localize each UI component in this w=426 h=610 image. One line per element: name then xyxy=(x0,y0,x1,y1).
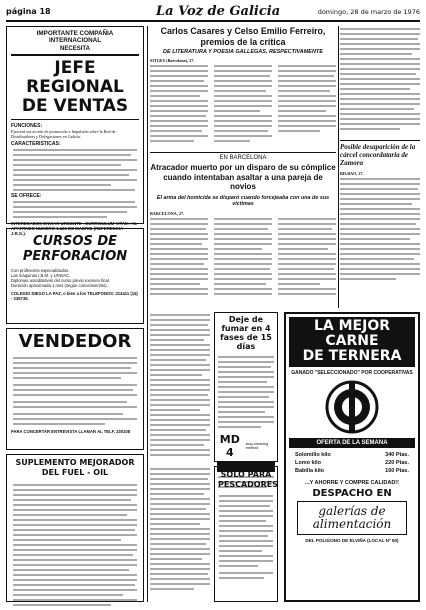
right-column-text xyxy=(340,26,420,136)
ad-cursos-line-2: Las máquinas I.B.M. y UNIVAC. xyxy=(11,273,71,278)
article-atracador-subtitle: El arma del homicida se disparó cuando forcejeaba con una de sus víctimas xyxy=(156,194,330,208)
ad-jefe-title: IMPORTANTE COMPAÑIA INTERNACIONAL xyxy=(36,30,114,44)
price-row xyxy=(295,451,409,459)
price-item: Solomillo kilo xyxy=(295,452,331,458)
ad-carne-sub: GANADO "SELECCIONADO" POR COOPERATIVAS xyxy=(291,370,413,376)
ad-md4-tagline: stop-smoking method xyxy=(245,441,269,450)
page-header xyxy=(6,4,420,22)
ad-suplemento-body xyxy=(11,482,139,610)
price-value: 340 Ptas. xyxy=(385,452,409,458)
column-rule xyxy=(147,26,148,602)
ad-cursos-line-1: Con profesores especializados. xyxy=(11,268,70,273)
ad-vendedor-headline: VENDEDOR xyxy=(18,331,132,352)
ad-carne-headline-1: LA MEJOR CARNE xyxy=(313,318,390,349)
page-number: página 18 xyxy=(6,7,51,16)
ad-jefe-caract-text xyxy=(11,147,139,193)
ad-fumar-body xyxy=(217,354,275,430)
masthead: La Voz de Galicia xyxy=(156,4,281,19)
ad-carne-headline-2: DE TERNERA xyxy=(302,348,402,364)
ad-carne-banner xyxy=(289,317,415,367)
ad-md4-brand: MD 4 xyxy=(219,433,240,459)
article-zamora-body xyxy=(340,176,420,286)
ad-solo-pescadores xyxy=(214,466,278,602)
ad-jefe-needs: NECESITA xyxy=(60,46,90,52)
price-value: 160 Ptas. xyxy=(385,468,409,474)
article-zamora-dateline: BILBAO, 27. xyxy=(340,170,364,176)
ad-carne-oferta: OFERTA DE LA SEMANA xyxy=(289,438,415,448)
ad-carne-brand-1: galerías de xyxy=(318,504,386,518)
ad-fumar-headline: Deje de fumar en 4 fases de 15 días xyxy=(220,315,272,351)
ad-cursos xyxy=(6,228,144,324)
article-premios-body xyxy=(150,63,336,147)
ad-cursos-headline: CURSOS DE PERFORACION xyxy=(22,234,128,264)
ad-fumar xyxy=(214,312,278,462)
ad-carne-brand-box xyxy=(297,501,407,535)
price-item: Lomo kilo xyxy=(295,460,321,466)
ad-vendedor-body xyxy=(11,355,139,429)
ad-suplemento xyxy=(6,454,144,602)
ad-solo-body xyxy=(218,493,274,583)
column-rule xyxy=(338,26,339,308)
ad-carne-footer-2: DESPACHO EN xyxy=(312,488,392,499)
price-row xyxy=(295,459,409,467)
ad-jefe-caract-label: CARACTERISTICAS: xyxy=(11,141,61,147)
article-continuation-lower xyxy=(150,466,210,602)
price-value: 220 Ptas. xyxy=(385,460,409,466)
article-premios-dateline: SITGES (Barcelona), 27. xyxy=(150,58,195,63)
ad-jefe-funciones-text: Ejercerá sus acción de promoción a Impulsión sobre la Red de Distribuidores y Delegaciones en Galicia. xyxy=(11,129,116,139)
article-zamora xyxy=(340,140,420,306)
article-atracador-title: Atracador muerto por un disparo de su cómplice cuando intentaban asaltar a una pareja de novios xyxy=(150,163,336,192)
ad-solo-headline: SOLO PARA PESCADORES xyxy=(218,470,278,489)
ad-carne xyxy=(284,312,420,602)
article-atracador xyxy=(150,152,336,308)
article-premios-subtitle: DE LITERATURA Y POESIA GALLEGAS, RESPECTIVAMENTE xyxy=(163,49,323,55)
ad-cursos-contact: COLEGIO DIEGO LA PAZ, o bien a los TELEFONOS: 214411 (15) - 236735. xyxy=(11,291,138,301)
ad-carne-address: DEL POLIGONO DE ELVIÑA (LOCAL Nº 50) xyxy=(305,538,399,543)
ad-vendedor xyxy=(6,328,144,450)
ad-cursos-line-3: Diplomas acreditativos del curso previo examen final. xyxy=(11,278,110,283)
ad-vendedor-contact: PARA CONCERTAR ENTREVISTA LLAMAR AL TELF. 230108 xyxy=(11,429,131,434)
article-atracador-dateline: BARCELONA, 27. xyxy=(150,210,185,216)
ad-jefe-ofrece-text xyxy=(11,199,139,221)
ad-carne-brand-2: alimentación xyxy=(312,517,392,531)
cooperative-logo-icon xyxy=(325,380,379,434)
article-premios-title: Carlos Casares y Celso Emilio Ferreiro, premios de la crítica xyxy=(160,26,326,47)
article-continuation-left xyxy=(150,312,210,462)
ad-jefe-contact: INTERESADOS ENVIAR URGENTE «CURRICULUM VITAE» AL APARTADO NUMERO 1.126 DE MADRID (REFERENCIA J.R.G.). xyxy=(11,221,137,236)
issue-date: domingo, 28 de marzo de 1976 xyxy=(317,8,420,16)
article-premios xyxy=(150,26,336,150)
ad-jefe-headline: JEFE REGIONAL DE VENTAS xyxy=(21,57,129,116)
ad-suplemento-headline: SUPLEMENTO MEJORADOR DEL FUEL - OIL xyxy=(15,458,135,477)
price-item: Babilla kilo xyxy=(295,468,325,474)
ad-cursos-line-4: Duración aproximada 1 mes (según conocimientos). xyxy=(11,283,108,288)
ad-carne-footer-1: ...Y AHORRE Y COMPRE CALIDAD!! xyxy=(305,480,399,486)
ad-jefe-ofrece-label: SE OFRECE: xyxy=(11,193,42,199)
ad-jefe-regional xyxy=(6,26,144,236)
article-atracador-section: EN BARCELONA xyxy=(219,155,267,161)
ad-jefe-funciones-label: FUNCIONES: xyxy=(11,123,43,129)
article-zamora-title: Posible desaparición de la cárcel concordataria de Zamora xyxy=(340,143,416,168)
article-atracador-body xyxy=(150,216,336,300)
price-row xyxy=(295,467,409,475)
